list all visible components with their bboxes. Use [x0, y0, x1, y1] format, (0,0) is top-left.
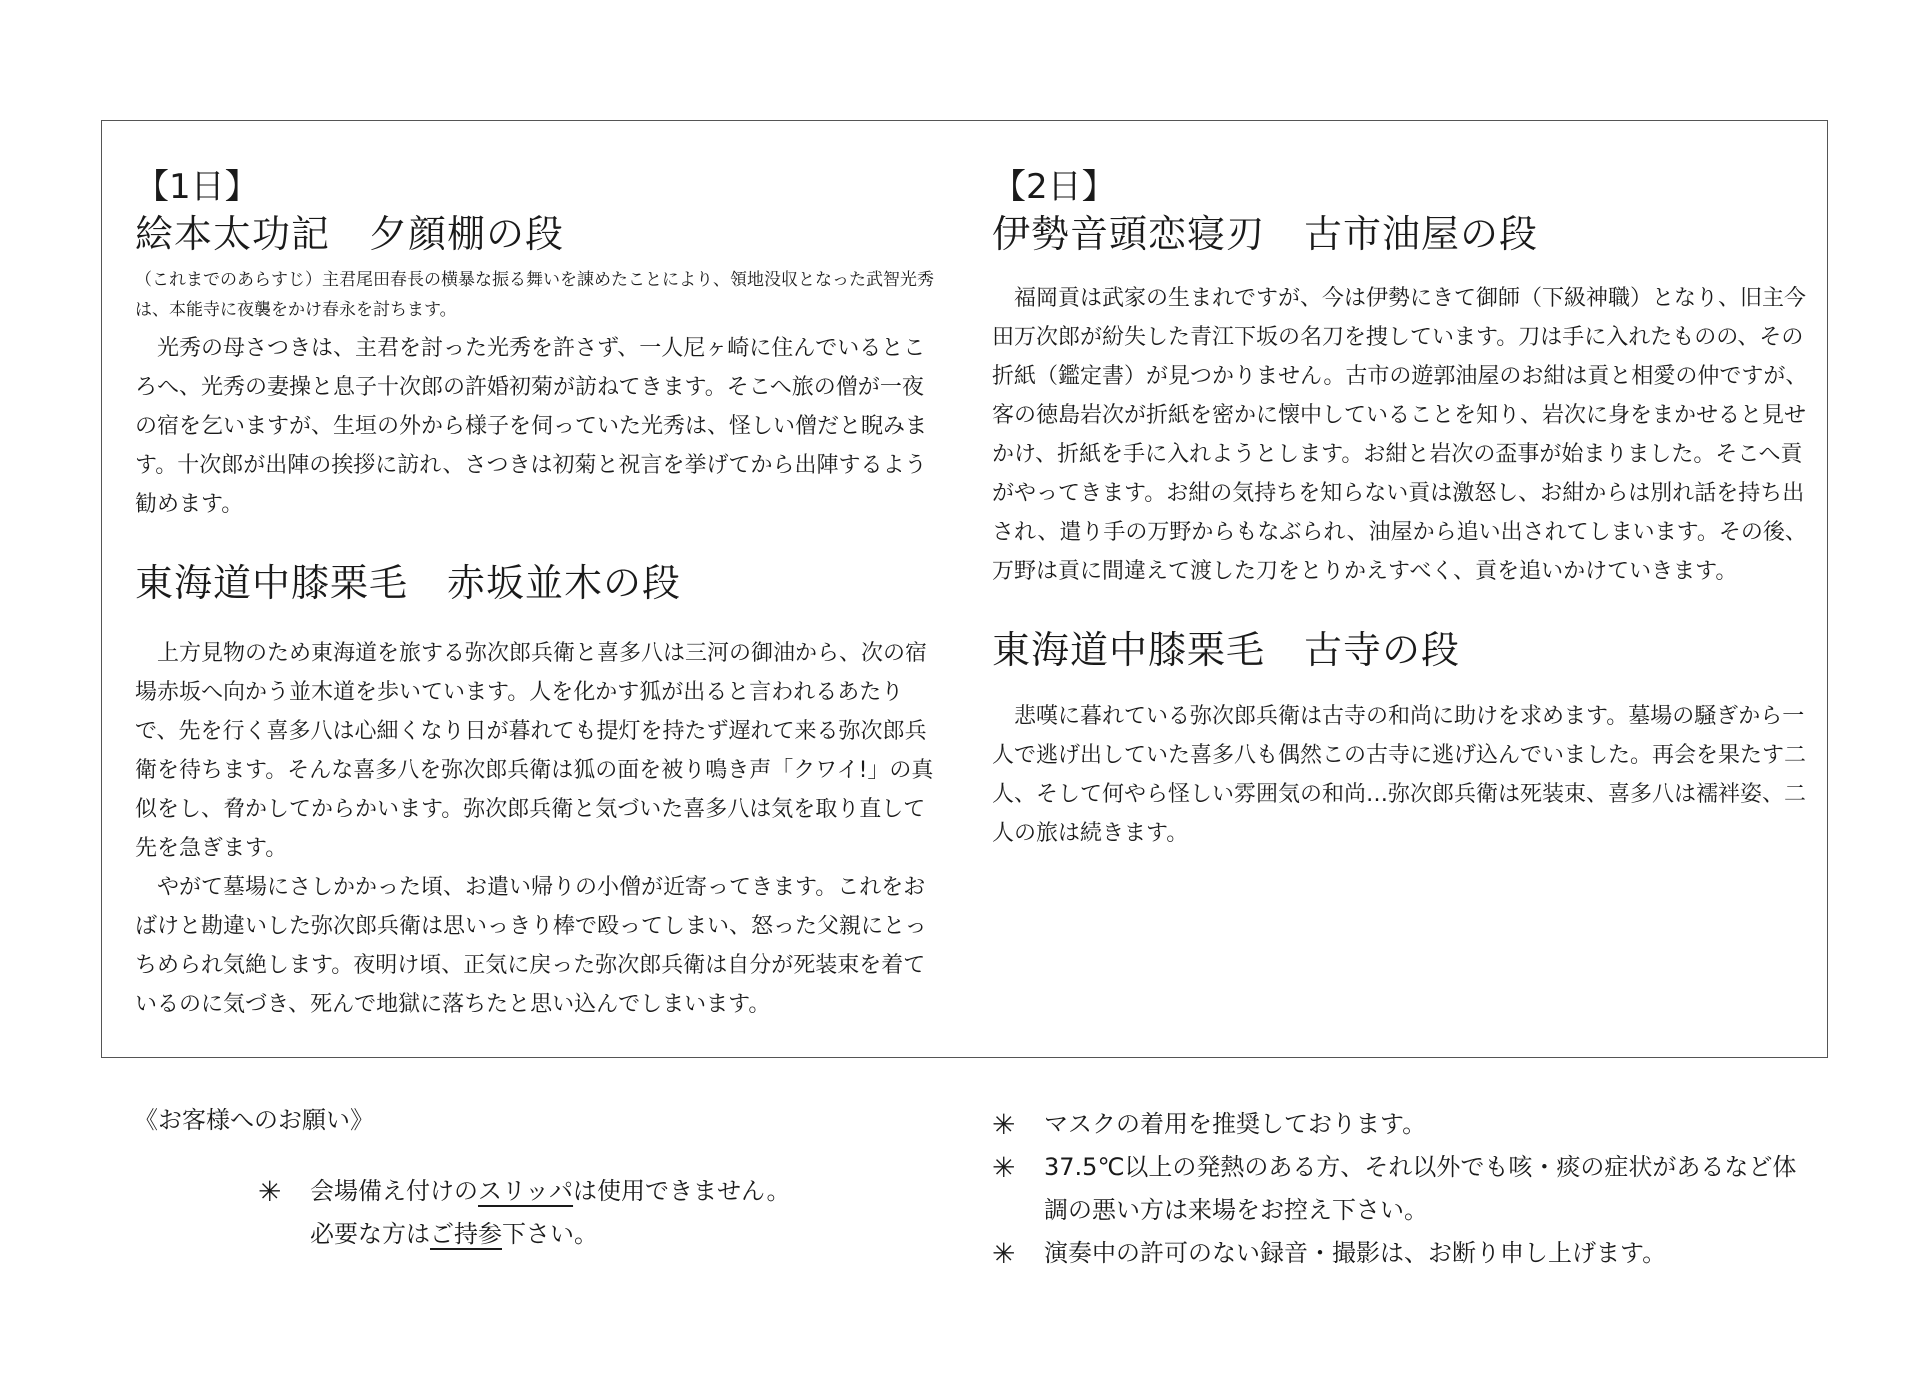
day2-column — [992, 165, 1812, 853]
day2-play2-paragraph: 悲嘆に暮れている弥次郎兵衛は古寺の和尚に助けを求めます。墓場の騒ぎから一人で逃げ出していた喜多八も偶然この古寺に逃げ込んでいました。再会を果たす二人、そして何やら怪しい雰囲気の和尚…弥次郎兵衛は死装束、喜多八は襦袢姿、二人の旅は続きます。 — [992, 704, 1807, 846]
day1-play1-synopsis: （これまでのあらすじ）主君尾田春長の横暴な振る舞いを諌めたことにより、領地没収となった武智光秀は、本能寺に夜襲をかけ春永を討ちます。 — [135, 270, 934, 320]
notes-heading: 《お客様へのお願い》 — [134, 1106, 374, 1134]
note-bring-text-1: 必要な方は — [310, 1220, 430, 1248]
note-mask-text: マスクの着用を推奨しております。 — [1044, 1110, 1427, 1138]
note-slippers-text-1: 会場備え付けの — [310, 1177, 478, 1205]
day2-play1-title: 伊勢音頭恋寝刃 古市油屋の段 — [992, 212, 1539, 256]
note-mask — [992, 1103, 1852, 1146]
program-frame — [101, 120, 1828, 1058]
day1-play2-paragraph-1: 上方見物のため東海道を旅する弥次郎兵衛と喜多八は三河の御油から、次の宿場赤坂へ向かう並木道を歩いています。人を化かす狐が出ると言われるあたりで、先を行く喜多八は心細くなり日が暮れても提灯を持たず遅れて来る弥次郎兵衛を待ちます。そんな喜多八を弥次郎兵衛は狐の面を被り鳴き声「クワイ!」の真似をし、脅かしてからかいます。弥次郎兵衛と気づいた喜多八は気を取り直して先を急ぎます。 — [135, 641, 934, 861]
day1-play2-title: 東海道中膝栗毛 赤坂並木の段 — [135, 561, 682, 605]
note-slippers — [258, 1170, 934, 1256]
day1-label: 【1日】 — [135, 167, 259, 207]
day1-play1-title: 絵本太功記 夕顔棚の段 — [135, 212, 565, 256]
notes-left-list — [258, 1170, 934, 1256]
asterisk-icon: ✳ — [992, 1237, 1016, 1270]
note-recording-text: 演奏中の許可のない録音・撮影は、お断り申し上げます。 — [1044, 1239, 1667, 1267]
asterisk-icon: ✳ — [992, 1151, 1016, 1184]
notes-right-list — [992, 1103, 1852, 1275]
note-fever — [992, 1146, 1804, 1232]
asterisk-icon: ✳ — [258, 1175, 282, 1208]
note-recording — [992, 1232, 1852, 1275]
day1-play1-paragraph: 光秀の母さつきは、主君を討った光秀を許さず、一人尼ヶ崎に住んでいるところへ、光秀の妻操と息子十次郎の許婚初菊が訪ねてきます。そこへ旅の僧が一夜の宿を乞いますが、生垣の外から様子を伺っていた光秀は、怪しい僧だと睨みます。十次郎が出陣の挨拶に訪れ、さつきは初菊と祝言を挙げてから出陣するよう勧めます。 — [135, 336, 928, 517]
day2-label: 【2日】 — [992, 167, 1116, 207]
note-bring-text-2: 下さい。 — [502, 1220, 598, 1248]
day1-column — [135, 165, 945, 1024]
note-slippers-underlined: スリッパ — [478, 1177, 574, 1205]
day2-play2-title: 東海道中膝栗毛 古寺の段 — [992, 628, 1461, 672]
note-bring-underlined: ご持参 — [430, 1220, 502, 1248]
day2-play1-paragraph: 福岡貢は武家の生まれですが、今は伊勢にきて御師（下級神職）となり、旧主今田万次郎が紛失した青江下坂の名刀を捜しています。刀は手に入れたものの、その折紙（鑑定書）が見つかりません。古市の遊郭油屋のお紺は貢と相愛の仲ですが、客の徳島岩次が折紙を密かに懐中していることを知り、岩次に身をまかせると見せかけ、折紙を手に入れようとします。お紺と岩次の盃事が始まりました。そこへ貢がやってきます。お紺の気持ちを知らない貢は激怒し、お紺からは別れ話を持ち出され、遣り手の万野からもなぶられ、油屋から追い出されてしまいます。その後、万野は貢に間違えて渡した刀をとりかえすべく、貢を追いかけていきます。 — [992, 286, 1808, 584]
notes-left — [134, 1100, 934, 1256]
note-slippers-text-2: は使用できません。 — [573, 1177, 791, 1205]
day1-play2-paragraph-2: やがて墓場にさしかかった頃、お遣い帰りの小僧が近寄ってきます。これをおばけと勘違いした弥次郎兵衛は思いっきり棒で殴ってしまい、怒った父親にとっちめられ気絶します。夜明け頃、正気に戻った弥次郎兵衛は自分が死装束を着ているのに気づき、死んで地獄に落ちたと思い込んでしまいます。 — [135, 875, 927, 1017]
notes-right — [992, 1103, 1852, 1275]
note-fever-text: 37.5℃以上の発熱のある方、それ以外でも咳・痰の症状があるなど体調の悪い方は来場をお控え下さい。 — [1044, 1153, 1797, 1224]
asterisk-icon: ✳ — [992, 1108, 1016, 1141]
